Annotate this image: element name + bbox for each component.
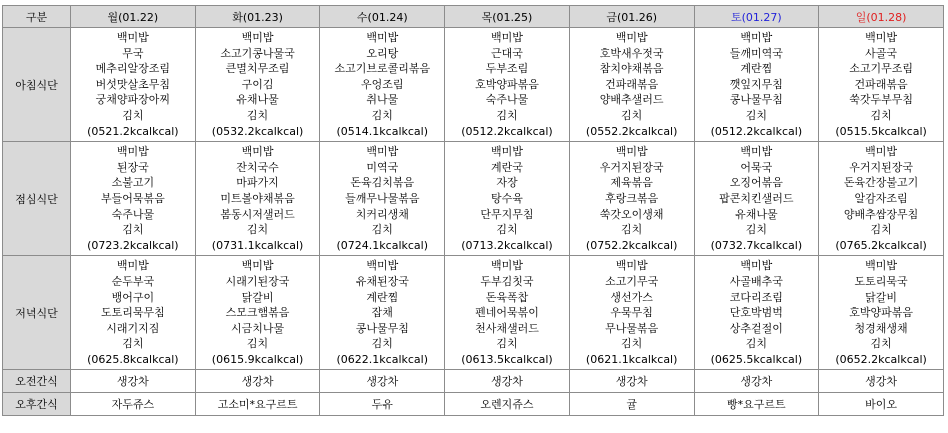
menu-item: 김치 [621,108,643,122]
menu-item: 소고기콩나물국 [220,46,295,60]
header-day-sun: 일(01.28) [819,6,944,28]
menu-item: 마파가지 [236,176,279,190]
menu-item: 봄동시저샐러드 [220,207,295,221]
menu-item: 팝콘치킨샐러드 [719,191,794,205]
menu-item: 김치 [621,337,643,351]
menu-item: 김치 [496,223,518,237]
calorie-text: (0622.1kcalkcal) [336,352,429,366]
row-am_snack [3,370,944,393]
menu-item: 백미밥 [491,31,523,44]
calorie-text: (0731.1kcalkcal) [211,238,304,252]
menu-item: 부들어묵볶음 [100,191,165,205]
calorie-text: (0512.2kcalkcal) [710,124,803,138]
menu-item: 김치 [745,108,767,122]
menu-item: 상추겉절이 [729,321,783,335]
row-pm_snack [3,393,944,416]
menu-item: 소고기브로콜리볶음 [334,62,431,76]
menu-item: 들깨무나물볶음 [345,191,420,205]
menu-item: 들깨미역국 [729,46,783,60]
snack-cell-am_snack-wed: 생강차 [320,370,445,393]
menu-item: 미트볼야채볶음 [220,191,295,205]
snack-cell-pm_snack-wed: 두유 [320,393,445,416]
menu-item: 소불고기 [111,176,155,190]
snack-cell-am_snack-sat: 생강차 [694,370,819,393]
menu-item: 버섯맛살초무침 [95,77,171,91]
calorie-text: (0615.9kcalkcal) [211,352,304,366]
menu-item: 백미밥 [740,145,773,159]
calorie-text: (0723.2kcalkcal) [87,238,179,252]
calorie-text: (0521.2kcalkcal) [87,124,179,138]
menu-cell-dinner-mon [71,256,196,370]
menu-item: 호박양파볶음 [849,306,913,320]
snack-cell-pm_snack-sat: 빵*요구르트 [694,393,819,416]
header-category: 구분 [3,6,71,28]
menu-item: 호박새우젓국 [599,46,664,60]
menu-item: 닭갈비 [241,290,274,304]
menu-item: 소고기무조림 [849,62,913,76]
menu-item: 도토리묵무침 [100,306,165,320]
calorie-text: (0552.2kcalkcal) [585,124,678,138]
menu-item: 미역국 [366,160,399,174]
menu-item: 제육볶음 [610,176,653,190]
menu-item: 청경채생채 [854,321,908,335]
menu-item: 김치 [745,337,767,351]
menu-item: 자장 [496,176,518,190]
calorie-text: (0713.2kcalkcal) [461,238,553,252]
menu-item: 시금치나물 [230,321,285,335]
menu-item: 백미밥 [241,31,274,44]
menu-cell-dinner-fri [569,256,694,370]
calorie-text: (0515.5kcalkcal) [835,124,927,138]
row-breakfast [3,28,944,142]
menu-item: 백미밥 [366,145,399,159]
menu-item: 치커리생채 [355,207,409,221]
menu-cell-breakfast-tue [195,28,320,142]
menu-item: 참치야채볶음 [599,62,664,76]
snack-cell-am_snack-fri: 생강차 [569,370,694,393]
menu-cell-dinner-wed [320,256,445,370]
menu-item: 양배추샐러드 [599,93,664,107]
menu-cell-dinner-sat [694,256,819,370]
menu-item: 백미밥 [865,145,898,159]
header-day-sat: 토(01.27) [694,6,819,28]
menu-cell-breakfast-sat [694,28,819,142]
menu-item: 오징어볶음 [729,176,783,190]
weekly-menu-table [2,5,944,416]
header-day-mon: 월(01.22) [71,6,196,28]
menu-item: 우거지된장국 [599,160,664,174]
menu-item: 시래기된장국 [225,274,290,288]
menu-item: 김치 [870,337,892,351]
snack-cell-am_snack-mon: 생강차 [71,370,196,393]
menu-item: 돈육간장불고기 [843,176,919,190]
calorie-text: (0752.2kcalkcal) [585,238,678,252]
menu-cell-breakfast-fri [569,28,694,142]
menu-item: 우거지된장국 [849,160,913,174]
menu-item: 김치 [246,223,269,237]
row-label-dinner: 저녁식단 [3,256,71,370]
menu-item: 계란찜 [740,62,773,76]
menu-cell-breakfast-sun [819,28,944,142]
menu-cell-dinner-tue [195,256,320,370]
menu-cell-lunch-wed [320,142,445,256]
menu-cell-lunch-tue [195,142,320,256]
menu-cell-breakfast-thu [445,28,570,142]
menu-item: 시래기지짐 [106,321,160,335]
menu-item: 된장국 [116,160,149,174]
menu-item: 백미밥 [116,259,149,273]
menu-item: 숙주나물 [111,207,155,221]
menu-item: 단호박범벅 [729,306,783,320]
menu-item: 백미밥 [116,145,149,159]
menu-item: 두부김칫국 [480,274,534,288]
menu-item: 깻잎지무침 [729,77,783,91]
row-lunch [3,142,944,256]
menu-item: 우엉조림 [361,77,404,91]
menu-item: 백미밥 [615,259,648,273]
calorie-text: (0625.5kcalkcal) [710,352,803,366]
calorie-text: (0625.8kcalkcal) [87,352,179,366]
menu-item: 백미밥 [615,145,648,159]
menu-item: 탕수육 [491,191,523,205]
menu-item: 김치 [371,223,393,237]
menu-item: 단무지무침 [480,207,534,221]
calorie-text: (0613.5kcalkcal) [461,352,553,366]
menu-item: 천사채샐러드 [475,321,539,335]
menu-item: 백미밥 [241,259,274,273]
menu-item: 잡채 [371,306,393,320]
row-dinner [3,256,944,370]
calorie-text: (0732.7kcalkcal) [710,238,803,252]
menu-item: 펜네어묵볶이 [475,306,539,320]
menu-item: 백미밥 [615,31,648,44]
menu-item: 돈육폭찹 [485,290,529,304]
menu-item: 콩나물무침 [355,321,409,335]
menu-item: 건파래볶음 [854,77,908,91]
snack-cell-pm_snack-fri: 귤 [569,393,694,416]
menu-item: 우묵무침 [610,306,653,320]
menu-cell-dinner-thu [445,256,570,370]
menu-item: 호박양파볶음 [475,77,539,91]
menu-item: 김치 [122,108,144,122]
calorie-text: (0652.2kcalkcal) [835,352,927,366]
menu-item: 뱅어구이 [111,290,155,304]
menu-item: 알감자조림 [854,191,908,205]
calorie-text: (0765.2kcalkcal) [835,238,927,252]
menu-item: 숙주나물 [485,93,529,107]
menu-item: 백미밥 [491,259,523,273]
menu-item: 콩나물무침 [729,93,783,107]
menu-item: 김치 [371,108,393,122]
snack-cell-pm_snack-sun: 바이오 [819,393,944,416]
menu-item: 잔치국수 [236,160,279,174]
menu-cell-breakfast-mon [71,28,196,142]
menu-item: 유채나물 [236,93,279,107]
menu-item: 메추리알장조림 [95,62,171,76]
menu-item: 오리탕 [366,46,399,60]
row-label-breakfast: 아침식단 [3,28,71,142]
menu-cell-lunch-mon [71,142,196,256]
menu-cell-lunch-fri [569,142,694,256]
menu-item: 코다리조림 [729,290,783,304]
menu-item: 무국 [122,46,144,60]
row-label-am_snack: 오전간식 [3,370,71,393]
menu-item: 닭갈비 [865,290,898,304]
menu-item: 돈육김치볶음 [350,176,415,190]
menu-item: 김치 [496,337,518,351]
menu-item: 궁채양파장아찌 [95,93,171,107]
menu-item: 큰멸치무조림 [225,62,290,76]
menu-item: 백미밥 [116,31,149,44]
calorie-text: (0621.1kcalkcal) [585,352,678,366]
menu-cell-breakfast-wed [320,28,445,142]
row-label-pm_snack: 오후간식 [3,393,71,416]
menu-item: 스모크햄볶음 [225,306,290,320]
menu-item: 김치 [496,108,518,122]
menu-cell-lunch-sat [694,142,819,256]
menu-item: 구이김 [241,77,274,91]
menu-item: 근대국 [491,46,523,60]
header-day-thu: 목(01.25) [445,6,570,28]
snack-cell-pm_snack-tue: 고소미*요구르트 [195,393,320,416]
menu-item: 김치 [122,223,144,237]
menu-item: 유채나물 [735,207,778,221]
menu-item: 백미밥 [366,31,399,44]
calorie-text: (0724.1kcalkcal) [336,238,429,252]
menu-item: 생선가스 [610,290,653,304]
menu-item: 계란국 [491,160,523,174]
menu-item: 취나물 [366,93,399,107]
snack-cell-am_snack-sun: 생강차 [819,370,944,393]
header-day-wed: 수(01.24) [320,6,445,28]
calorie-text: (0512.2kcalkcal) [461,124,553,138]
menu-item: 쑥갓두부무침 [849,93,913,107]
menu-cell-lunch-thu [445,142,570,256]
menu-item: 김치 [246,108,269,122]
menu-item: 계란찜 [366,290,399,304]
menu-item: 백미밥 [241,145,274,159]
menu-item: 백미밥 [740,259,773,273]
header-day-fri: 금(01.26) [569,6,694,28]
menu-item: 어묵국 [740,160,773,174]
header-day-tue: 화(01.23) [195,6,320,28]
menu-item: 건파래볶음 [605,77,659,91]
menu-item: 김치 [246,337,269,351]
snack-cell-am_snack-tue: 생강차 [195,370,320,393]
menu-item: 김치 [122,337,144,351]
menu-item: 도토리묵국 [854,274,908,288]
menu-item: 김치 [745,223,767,237]
menu-item: 쑥갓오이생채 [599,207,664,221]
snack-cell-pm_snack-mon: 자두쥬스 [71,393,196,416]
menu-cell-lunch-sun [819,142,944,256]
menu-item: 후랑크볶음 [605,191,659,205]
menu-item: 두부조림 [485,62,529,76]
row-label-lunch: 점심식단 [3,142,71,256]
menu-item: 양배추쌈장무침 [843,207,919,221]
menu-cell-dinner-sun [819,256,944,370]
menu-item: 순두부국 [111,274,155,288]
menu-item: 백미밥 [865,259,898,273]
menu-item: 김치 [870,223,892,237]
menu-item: 김치 [371,337,393,351]
snack-cell-am_snack-thu: 생강차 [445,370,570,393]
menu-item: 백미밥 [491,145,523,159]
menu-item: 김치 [870,108,892,122]
menu-item: 백미밥 [740,31,773,44]
menu-item: 사골배추국 [729,274,783,288]
menu-item: 백미밥 [366,259,399,273]
menu-item: 김치 [621,223,643,237]
calorie-text: (0514.1kcalkcal) [336,124,429,138]
menu-item: 소고기무국 [605,274,659,288]
menu-item: 무나물볶음 [605,321,659,335]
menu-item: 백미밥 [865,31,898,44]
menu-item: 사골국 [865,46,898,60]
header-row [3,6,944,28]
calorie-text: (0532.2kcalkcal) [211,124,304,138]
menu-item: 유채된장국 [355,274,409,288]
snack-cell-pm_snack-thu: 오렌지쥬스 [445,393,570,416]
